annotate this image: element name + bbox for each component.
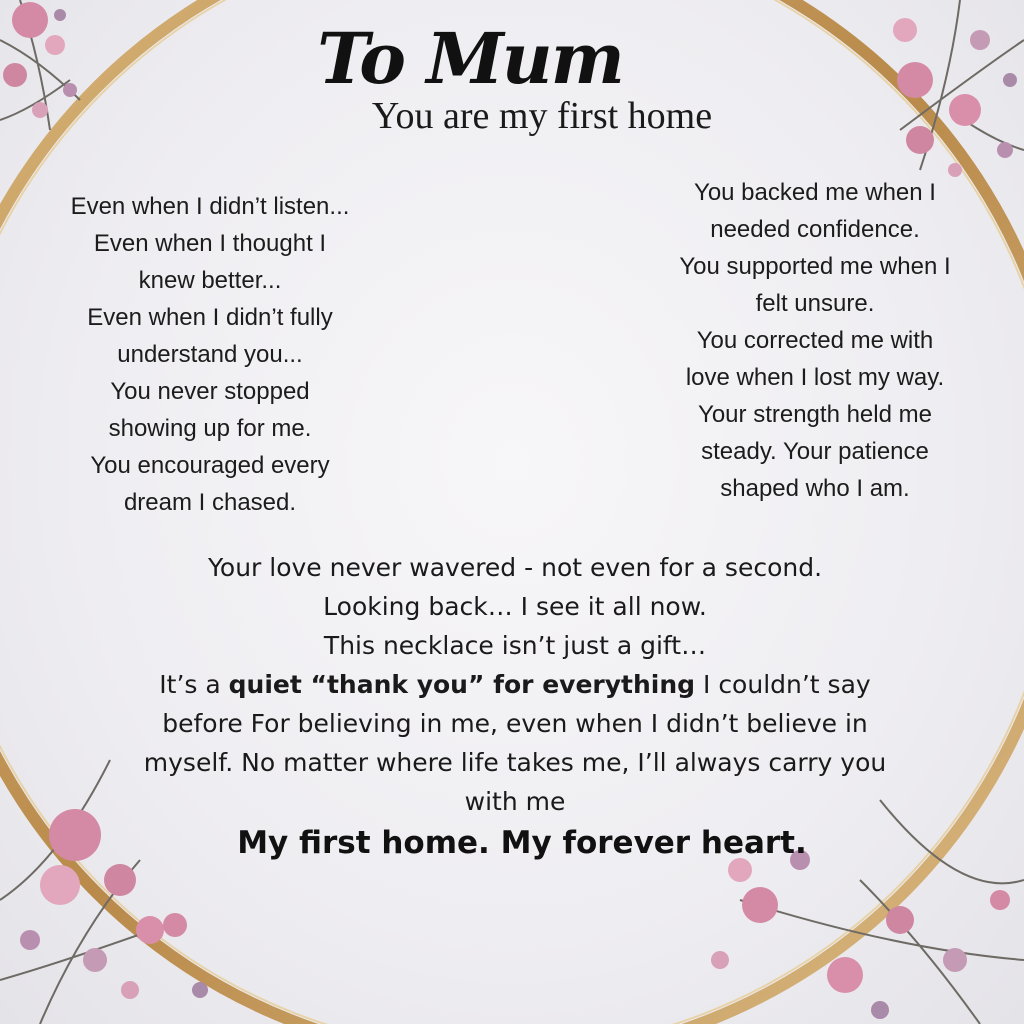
- left-verse-line: Even when I thought I: [93, 230, 327, 257]
- left-verse-line: You never stopped: [110, 378, 310, 405]
- right-verse-line: shaped who I am.: [720, 475, 910, 502]
- right-verse: [640, 174, 990, 507]
- left-verse-line: Even when I didn’t fully: [87, 304, 333, 331]
- message-line: Looking back… I see it all now.: [323, 592, 707, 621]
- message-line: Your love never wavered - not even for a second.: [207, 553, 823, 582]
- right-verse-line: You corrected me with: [696, 327, 934, 354]
- closing-line: My first home. My forever heart.: [237, 825, 807, 861]
- right-verse-line: Your strength held me: [698, 401, 932, 428]
- right-verse-line: You backed me when I: [694, 179, 936, 206]
- right-verse-line: steady. Your patience: [701, 438, 929, 465]
- message-line: This necklace isn’t just a gift…: [323, 631, 707, 660]
- right-verse-line: needed confidence.: [710, 216, 920, 243]
- left-verse: [30, 188, 390, 521]
- message-line: before For believing in me, even when I didn’t believe in: [162, 709, 868, 738]
- message-line: myself. No matter where life takes me, I’ll always carry you: [143, 748, 887, 777]
- message-text: It’s a: [159, 670, 229, 699]
- card-subtitle: You are my first home: [371, 95, 713, 137]
- left-verse-line: Even when I didn’t listen...: [70, 193, 350, 220]
- message-paragraph: [80, 548, 950, 821]
- left-verse-line: You encouraged every: [90, 452, 330, 479]
- left-verse-line: understand you...: [117, 341, 303, 368]
- left-verse-line: showing up for me.: [108, 415, 312, 442]
- right-verse-line: love when I lost my way.: [685, 364, 945, 391]
- left-verse-line: knew better...: [138, 267, 282, 294]
- right-verse-line: felt unsure.: [755, 290, 875, 317]
- message-line-thank-you: [80, 665, 950, 704]
- left-verse-line: dream I chased.: [123, 489, 297, 516]
- card-title: To Mum: [317, 17, 623, 100]
- message-line: with me: [464, 787, 566, 816]
- right-verse-line: You supported me when I: [679, 253, 951, 280]
- message-text: I couldn’t say: [695, 670, 871, 699]
- message-emphasis: quiet “thank you” for everything: [228, 670, 696, 699]
